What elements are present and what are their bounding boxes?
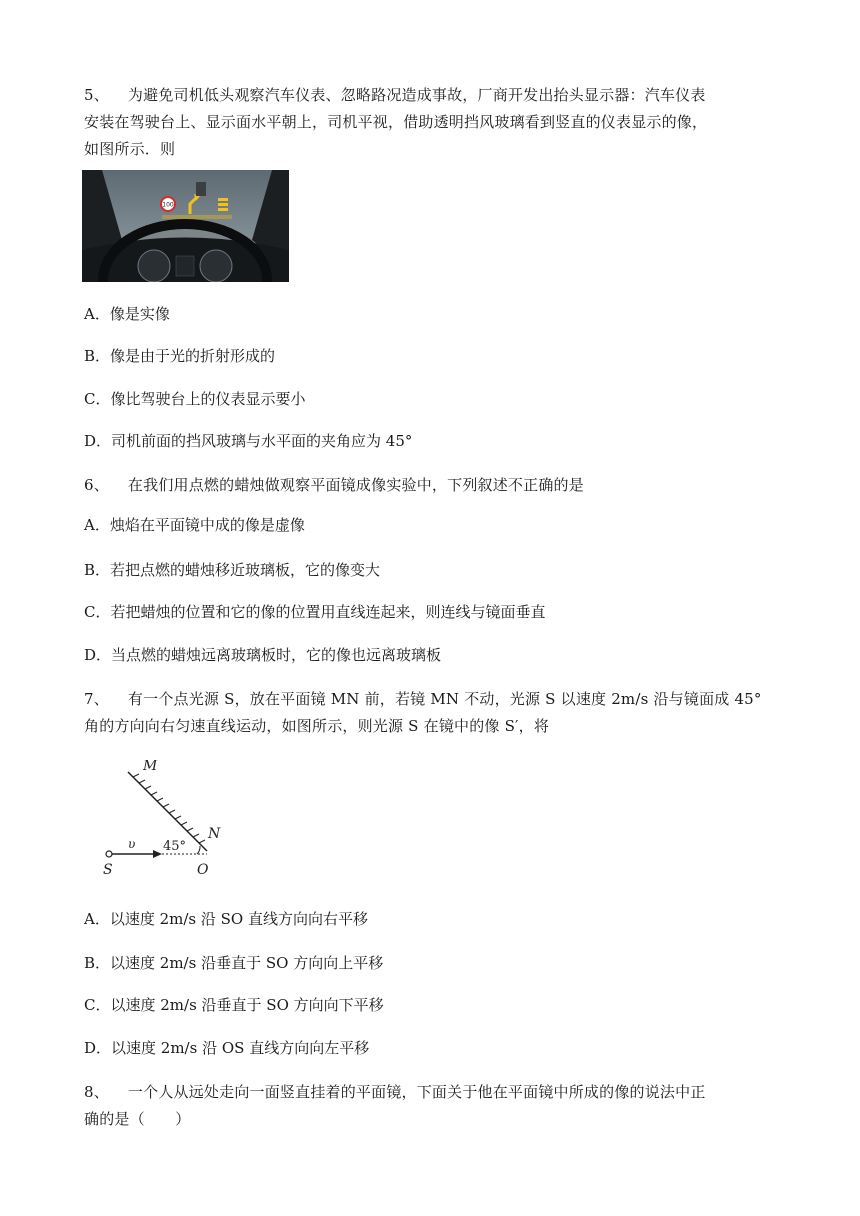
head-up-display-car-dashboard-icon: [82, 170, 289, 282]
q6-stem-text: 在我们用点燃的蜡烛做观察平面镜成像实验中，下列叙述不正确的是: [127, 476, 584, 494]
q5-stem-line2: 安装在驾驶台上、显示面水平朝上，司机平视，借助透明挡风玻璃看到竖直的仪表显示的像，: [84, 113, 708, 131]
label-angle: 45°: [163, 839, 187, 854]
q8-stem: [84, 1079, 784, 1133]
hud-photo: [82, 170, 289, 282]
q5-option-b: B．像是由于光的折射形成的: [84, 347, 276, 365]
q6-option-b: B．若把点燃的蜡烛移近玻璃板，它的像变大: [84, 561, 381, 579]
label-m: M: [143, 760, 158, 774]
speed-sign-label: 100: [162, 201, 174, 209]
q8-stem-line1: 一个人从远处走向一面竖直挂着的平面镜，下面关于他在平面镜中所成的像的说法中正: [127, 1083, 706, 1101]
q7-option-b: B．以速度 2m/s 沿垂直于 SO 方向向上平移: [84, 954, 384, 972]
q5-option-c: C．像比驾驶台上的仪表显示要小: [84, 390, 306, 408]
q5-number: 5、: [84, 86, 109, 104]
label-n: N: [208, 826, 221, 842]
q8-stem-line2: 确的是（ ）: [84, 1110, 191, 1128]
q6-stem: [84, 472, 784, 499]
q5-option-d: D．司机前面的挡风玻璃与水平面的夹角应为 45°: [84, 432, 413, 450]
q6-option-c: C．若把蜡烛的位置和它的像的位置用直线连起来，则连线与镜面垂直: [84, 603, 546, 621]
q7-option-d: D．以速度 2m/s 沿 OS 直线方向向左平移: [84, 1039, 370, 1057]
q5-stem: [84, 82, 784, 163]
q7-stem: [84, 686, 784, 740]
q6-option-d: D．当点燃的蜡烛远离玻璃板时，它的像也远离玻璃板: [84, 646, 442, 664]
q7-stem-line1: 有一个点光源 S，放在平面镜 MN 前，若镜 MN 不动，光源 S 以速度 2m/s 沿与镜面成 45°: [127, 690, 762, 708]
plane-mirror-diagram-icon: [100, 760, 250, 880]
mirror-diagram: [100, 760, 250, 880]
q6-option-a: A．烛焰在平面镜中成的像是虚像: [84, 516, 305, 534]
q5-stem-line3: 如图所示．则: [84, 140, 176, 158]
label-s: S: [103, 862, 113, 878]
label-v: υ: [128, 837, 136, 851]
q7-option-c: C．以速度 2m/s 沿垂直于 SO 方向向下平移: [84, 996, 384, 1014]
q5-option-a: A．像是实像: [84, 305, 170, 323]
q8-number: 8、: [84, 1083, 109, 1101]
label-o: O: [197, 862, 209, 878]
q6-number: 6、: [84, 476, 109, 494]
q5-stem-line1: 为避免司机低头观察汽车仪表、忽略路况造成事故，厂商开发出抬头显示器：汽车仪表: [127, 86, 706, 104]
q7-option-a: A．以速度 2m/s 沿 SO 直线方向向右平移: [84, 910, 368, 928]
q7-stem-line2: 角的方向向右匀速直线运动，如图所示，则光源 S 在镜中的像 S′，将: [84, 717, 550, 735]
q7-number: 7、: [84, 690, 109, 708]
